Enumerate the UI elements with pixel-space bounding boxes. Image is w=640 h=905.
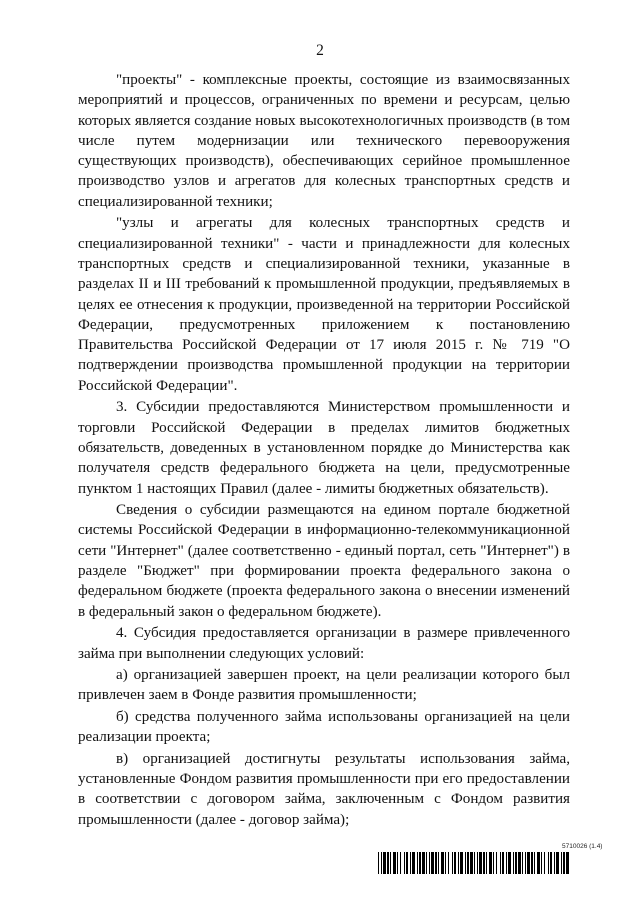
paragraph-units-definition: "узлы и агрегаты для колесных транспортных средств и специализированной техники" - части и принадлежности для колесных транспортных средств и специализированной техники, указанные в разделах II и III требований к промышленной продукции, предъявляемых в целях ее отнесения к продукции, произведенной на территории Российской Федерации, предусмотренных приложением к постановлению Правительства Российской Федерации от 17 июля 2015 г. № 719 "О подтверждении производства промышленной продукции на территории Российской Федерации". [78,215,570,394]
paragraph-item-3: 3. Субсидии предоставляются Министерством промышленности и торговли Российской Федерации в пределах лимитов бюджетных обязательств, доведенных в установленном порядке до Министерства как получателя средств федерального бюджета на цели, предусмотренные пунктом 1 настоящих Правил (далее - лимиты бюджетных обязательств). [78,399,570,497]
paragraph-item-4c: в) организацией достигнуты результаты использования займа, установленные Фондом развития промышленности при его предоставлении в соответствии с договором займа, заключенным с Фондом развития промышленности (далее - договор займа); [78,750,570,828]
paragraph-item-4b: б) средства полученного займа использованы организацией на цели реализации проекта; [78,708,570,746]
paragraph-projects-definition: "проекты" - комплексные проекты, состоящие из взаимосвязанных мероприятий и процессов, ограниченных по времени и ресурсам, целью которых является создание новых высокотехнологичных производств (в том числе путем модернизации или технического перевооружения существующих производств), обеспечивающих серийное промышленное производство узлов и агрегатов для колесных транспортных средств и специализированной техники; [78,72,570,210]
page-number: 2 [316,42,324,59]
paragraph-item-4a: а) организацией завершен проект, на цели реализации которого был привлечен заем в Фонде развития промышленности; [78,667,570,704]
document-code: 5710026 (1.4) [562,843,603,850]
document-body [78,70,570,831]
paragraph-item-4: 4. Субсидия предоставляется организации в размере привлеченного займа при выполнении следующих условий: [78,625,570,662]
paragraph-subsidy-info: Сведения о субсидии размещаются на едином портале бюджетной системы Российской Федерации в информационно-телекоммуникационной сети "Интернет" (далее соответственно - единый портал, сеть "Интернет") в разделе "Бюджет" при формировании проекта федерального закона о федеральном бюджете (проекта федерального закона о внесении изменений в федеральный закон о федеральном бюджете). [78,502,570,620]
barcode-image [378,852,570,874]
